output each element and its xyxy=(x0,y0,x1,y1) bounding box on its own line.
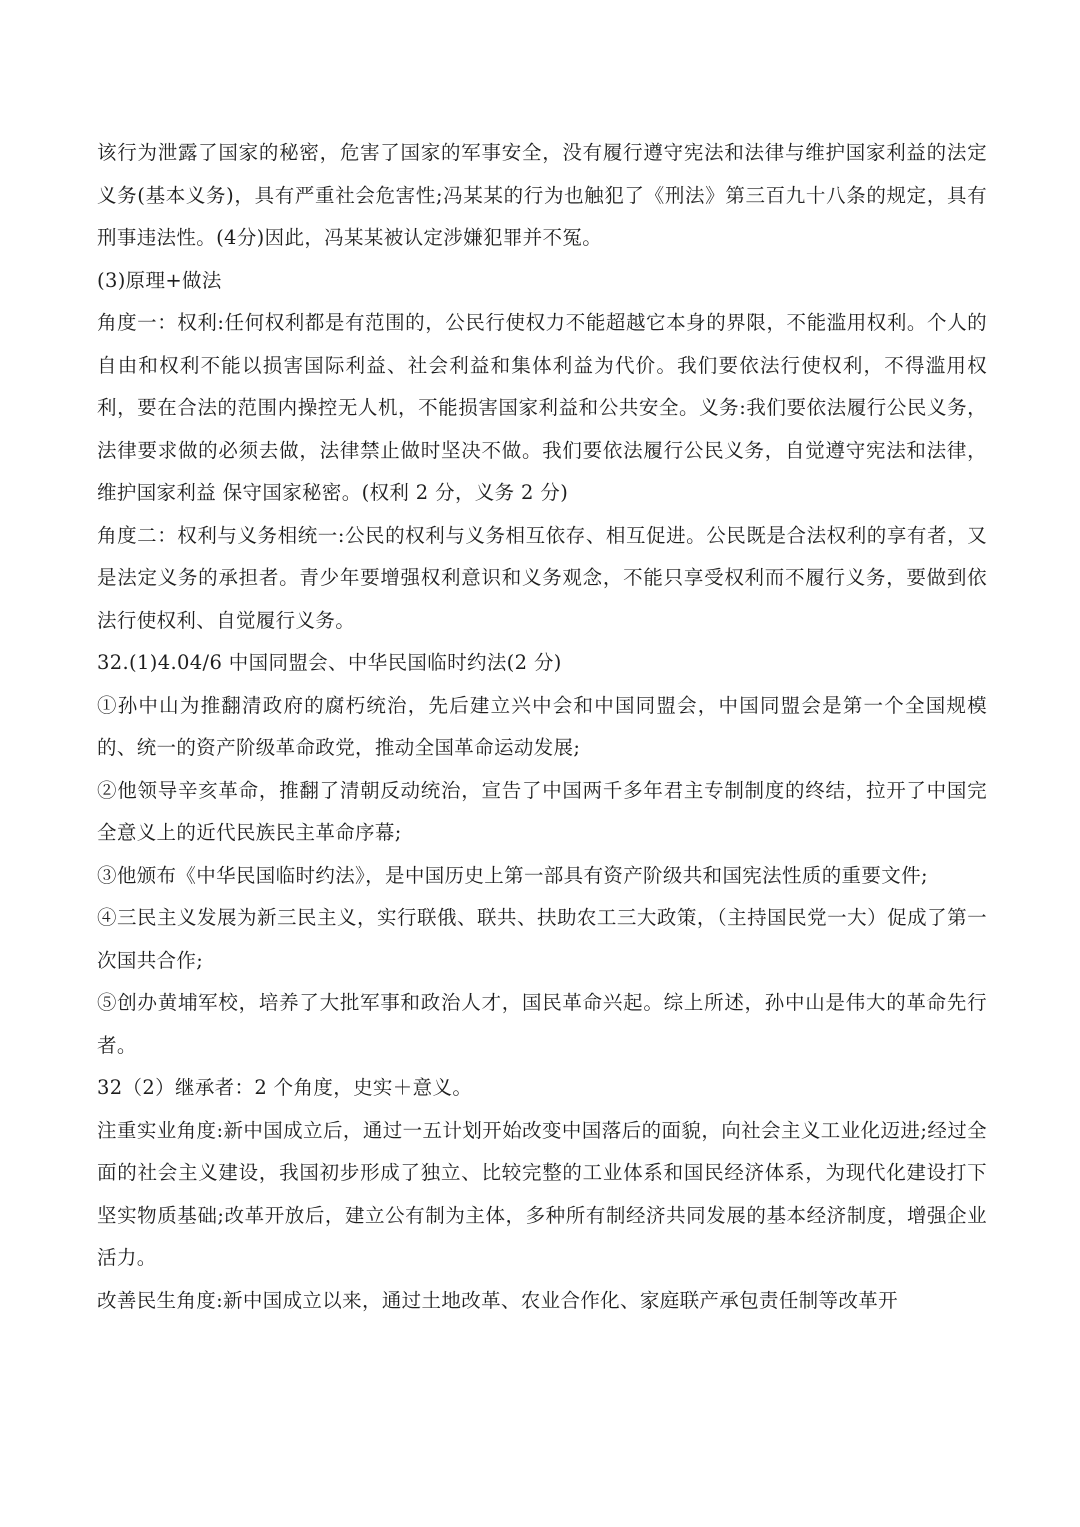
paragraph-point-4: ④三民主义发展为新三民主义，实行联俄、联共、扶助农工三大政策，（主持国民党一大）促成了第一次国共合作; xyxy=(97,906,987,972)
paragraph-q32-1-answer: 32.(1)4.04/6 中国同盟会、中华民国临时约法(2 分) xyxy=(97,651,562,674)
paragraph-point-1: ①孙中山为推翻清政府的腐朽统治，先后建立兴中会和中国同盟会，中国同盟会是第一个全国规模的、统一的资产阶级革命政党，推动全国革命运动发展; xyxy=(97,693,987,759)
paragraph-industry-angle: 注重实业角度:新中国成立后，通过一五计划开始改变中国落后的面貌，向社会主义工业化迈进;经过全面的社会主义建设，我国初步形成了独立、比较完整的工业体系和国民经济体系，为现代化建设打下坚实物质基础;改革开放后，建立公有制为主体，多种所有制经济共同发展的基本经济制度，增强企业活力。 xyxy=(97,1118,987,1269)
paragraph-point-2: ②他领导辛亥革命，推翻了清朝反动统治，宣告了中国两千多年君主专制制度的终结，拉开了中国完全意义上的近代民族民主革命序幕; xyxy=(97,778,987,844)
paragraph-act-analysis: 该行为泄露了国家的秘密，危害了国家的军事安全，没有履行遵守宪法和法律与维护国家利益的法定义务(基本义务)，具有严重社会危害性;冯某某的行为也触犯了《刑法》第三百九十八条的规定，具有刑事违法性。(4分)因此，冯某某被认定涉嫌犯罪并不冤。 xyxy=(97,141,987,249)
paragraph-livelihood-angle: 改善民生角度:新中国成立以来，通过土地改革、农业合作化、家庭联产承包责任制等改革开 xyxy=(97,1288,898,1312)
answer-text-body xyxy=(97,132,987,1322)
paragraph-point-5: ⑤创办黄埔军校，培养了大批军事和政治人才，国民革命兴起。综上所述，孙中山是伟大的革命先行者。 xyxy=(97,991,987,1057)
paragraph-section-3-heading: (3)原理+做法 xyxy=(97,268,222,292)
paragraph-angle-one-rights: 角度一：权利:任何权利都是有范围的，公民行使权力不能超越它本身的界限，不能滥用权利。个人的自由和权利不能以损害国际利益、社会利益和集体利益为代价。我们要依法行使权利，不得滥用权利，要在合法的范围内操控无人机，不能损害国家利益和公共安全。义务:我们要依法履行公民义务，法律要求做的必须去做，法律禁止做时坚决不做。我们要依法履行公民义务，自觉遵守宪法和法律，维护国家利益 保守国家秘密。(权利 2 分，义务 2 分) xyxy=(97,311,987,504)
paragraph-point-3: ③他颁布《中华民国临时约法》，是中国历史上第一部具有资产阶级共和国宪法性质的重要文件; xyxy=(97,863,928,887)
paragraph-angle-two-unity: 角度二：权利与义务相统一:公民的权利与义务相互依存、相互促进。公民既是合法权利的享有者，又是法定义务的承担者。青少年要增强权利意识和义务观念，不能只享受权利而不履行义务，要做到依法行使权利、自觉履行义务。 xyxy=(97,523,987,632)
paragraph-q32-2-heading: 32（2）继承者：2 个角度，史实＋意义。 xyxy=(97,1076,473,1099)
